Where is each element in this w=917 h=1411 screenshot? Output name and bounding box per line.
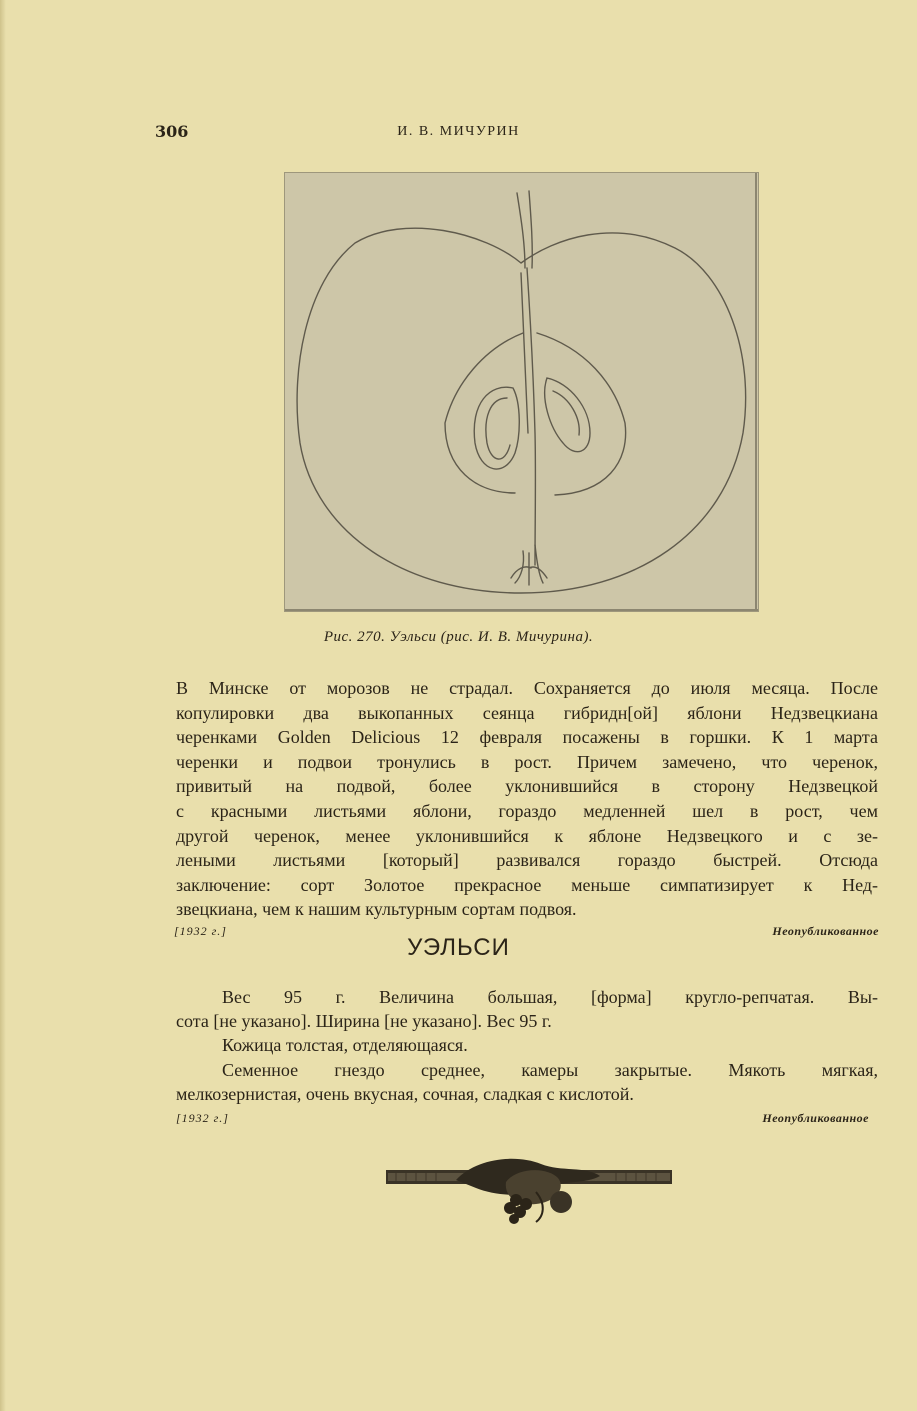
text-line: копулировки два выкопанных сеянца гибридн[ой] яблони Недзвецкиана [176,702,878,723]
running-title: И. В. МИЧУРИН [397,124,520,139]
text-line: другой черенок, менее уклонившийся к яблоне Недзвецкого и с зе- [176,825,878,846]
page-number: 306 [155,122,189,141]
unpublished-note-2: Неопубликованное [762,1111,869,1125]
text-line: леными листьями [который] развивался гораздо быстрей. Отсюда [176,850,878,871]
text-line: В Минске от морозов не страдал. Сохраняется до июля месяца. После [176,678,878,698]
section-title: УЭЛЬСИ [407,934,510,961]
text-line: Вес 95 г. Величина большая, [форма] кругло-репчатая. Вы- [222,987,878,1007]
figure-caption: Рис. 270. Уэльси (рис. И. В. Мичурина). [323,629,594,645]
year-note-2: [1932 г.] [176,1111,229,1125]
unpublished-note-1: Неопубликованное [772,924,879,938]
text-line: с красными листьями яблони, гораздо медленней шел в рост, чем [176,800,878,821]
text-line: мелкозернистая, очень вкусная, сочная, сладкая с кислотой. [176,1083,634,1104]
text-line: черенки и подвои тронулись в рост. Причем замечено, что черенок, [176,751,878,772]
text-line: Кожица толстая, отделяющаяся. [222,1035,468,1056]
text-line: черенками Golden Delicious 12 февраля посажены в горшки. К 1 марта [176,727,878,748]
year-note-1: [1932 г.] [174,924,227,938]
text-line: заключение: сорт Золотое прекрасное меньше симпатизирует к Нед- [176,874,878,895]
text-line: Семенное гнездо среднее, камеры закрытые. Мякоть мягкая, [222,1059,878,1080]
apple-cross-section-drawing [284,172,759,612]
paragraph-minsk [176,676,878,922]
fruit-ornament-icon [386,1152,672,1226]
text-line: звецкиана, чем к нашим культурным сортам подвоя. [176,899,577,920]
text-line: привитый на подвой, более уклонившийся в сторону Недзвецкой [176,776,878,797]
paragraph-welsey [176,985,878,1106]
text-line: сота [не указано]. Ширина [не указано]. Вес 95 г. [176,1011,552,1032]
page-header [0,122,917,146]
